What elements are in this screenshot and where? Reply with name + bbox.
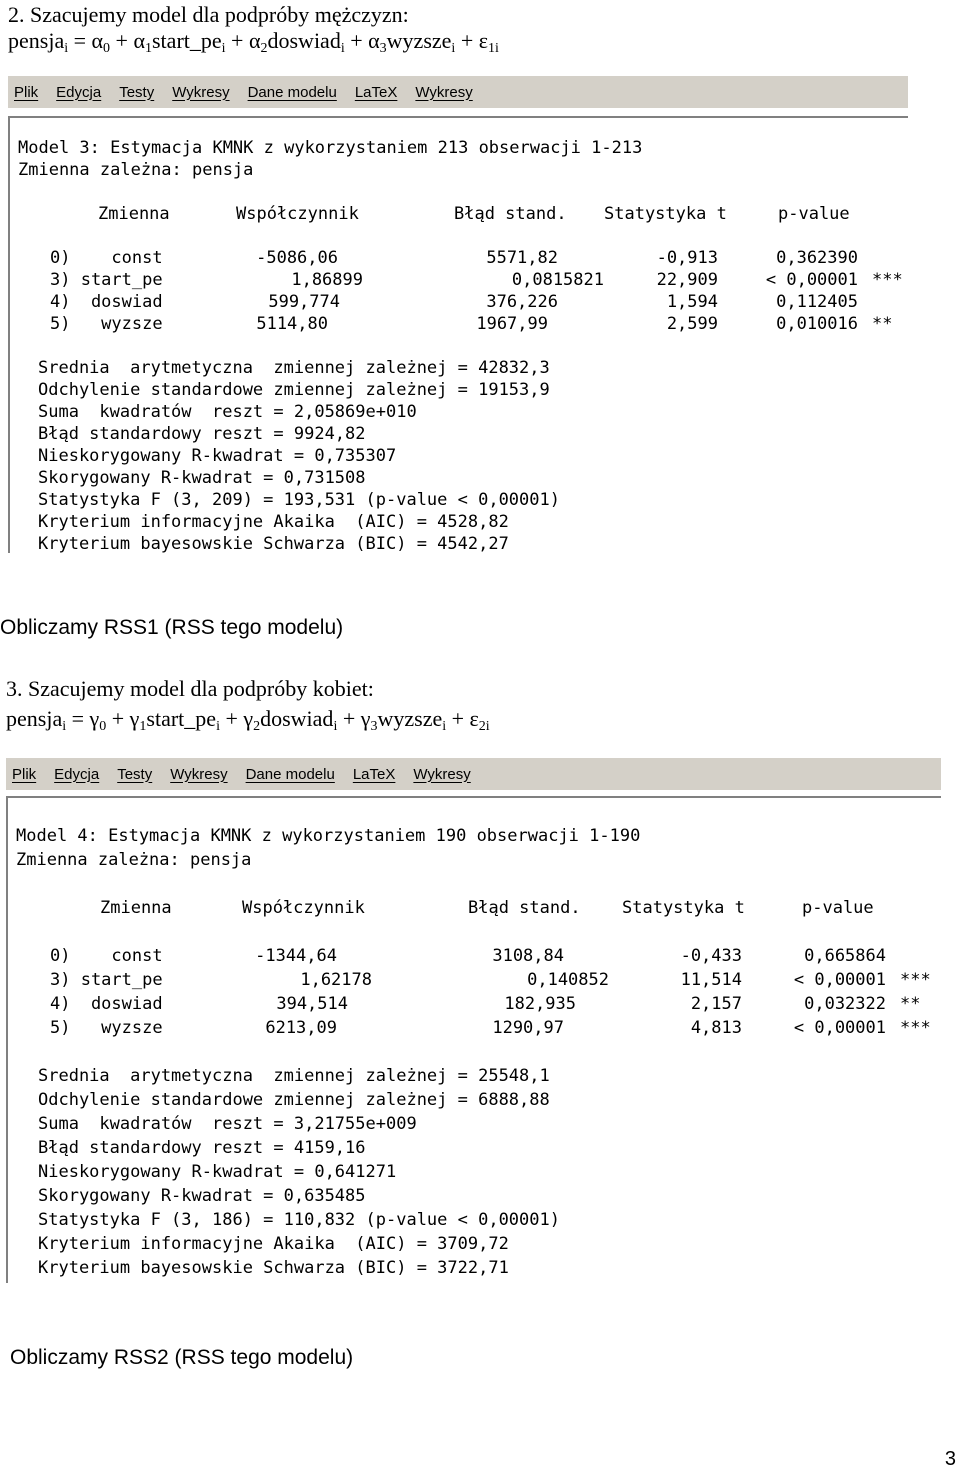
table-row-stars: ** <box>872 314 893 334</box>
stat-line: Odchylenie standardowe zmiennej zależnej = 19153,9 <box>38 380 550 400</box>
menu-latex[interactable]: LaTeX <box>354 83 398 101</box>
table-row-var: 0) const <box>50 946 163 966</box>
table-row-t: -0,913 <box>656 248 718 268</box>
stat-line: Błąd standardowy reszt = 9924,82 <box>38 424 366 444</box>
menu-wykresy-2[interactable]: Wykresy <box>413 765 471 783</box>
stat-line: Błąd standardowy reszt = 4159,16 <box>38 1138 366 1158</box>
col-header-coefficient: Współczynnik <box>242 898 365 918</box>
section2-formula: pensja$_i$ = $\alpha_0$ + $\alpha_1start\_pe_i$ + $\alpha_2doswiad_i$ + $\alpha_3wyzsze_i + \varepsilon_{1i}$ <box>8 28 499 56</box>
table-row-p: 0,362390 <box>776 248 858 268</box>
table-row-t: 22,909 <box>656 270 718 290</box>
table-row-var: 3) start_pe <box>50 270 163 290</box>
menu-wykresy[interactable]: Wykresy <box>170 765 228 783</box>
menu-dane-modelu[interactable]: Dane modelu <box>247 83 337 101</box>
menu-latex[interactable]: LaTeX <box>352 765 396 783</box>
section3-formula: pensja$_i$ = $\gamma_0$ + $\gamma_1start\_pe_i$ + $\gamma_2doswiad_i$ + $\gamma_3wyzsze_i + \varepsilon_{2i}$ <box>6 706 490 734</box>
col-header-coefficient: Współczynnik <box>236 204 359 224</box>
table-row-var: 4) doswiad <box>50 994 163 1014</box>
table-row-stars: *** <box>900 1018 931 1038</box>
col-header-variable: Zmienna <box>100 898 172 918</box>
col-header-p-value: p-value <box>778 204 850 224</box>
dependent-variable: Zmienna zależna: pensja <box>18 160 254 180</box>
table-row-p: < 0,00001 <box>793 1018 886 1038</box>
section3-heading: 3. Szacujemy model dla podpróby kobiet: <box>6 676 374 701</box>
menu-plik[interactable]: Plik <box>12 765 37 783</box>
col-header-std-error: Błąd stand. <box>454 204 567 224</box>
stat-line: Statystyka F (3, 209) = 193,531 (p-value < 0,00001) <box>38 490 560 510</box>
stat-line: Kryterium informacyjne Akaika (AIC) = 3709,72 <box>38 1234 509 1254</box>
table-row-coef: -5086,06 <box>256 248 338 268</box>
table-row-t: 2,157 <box>690 994 742 1014</box>
menu-testy[interactable]: Testy <box>117 765 153 783</box>
table-row-se: 0,140852 <box>527 970 609 990</box>
table-row-p: 0,032322 <box>804 994 886 1014</box>
table-row-coef: 5114,80 <box>256 314 328 334</box>
table-row-var: 0) const <box>50 248 163 268</box>
menu-dane-modelu[interactable]: Dane modelu <box>245 765 335 783</box>
dependent-variable: Zmienna zależna: pensja <box>16 850 252 870</box>
table-row-t: -0,433 <box>680 946 742 966</box>
table-row-se: 5571,82 <box>486 248 558 268</box>
table-row-t: 2,599 <box>666 314 718 334</box>
table-row-t: 4,813 <box>690 1018 742 1038</box>
table-row-var: 5) wyzsze <box>50 314 163 334</box>
table-row-se: 182,935 <box>504 994 576 1014</box>
stat-line: Srednia arytmetyczna zmiennej zależnej = 25548,1 <box>38 1066 550 1086</box>
menu-edycja[interactable]: Edycja <box>54 765 100 783</box>
stat-line: Suma kwadratów reszt = 2,05869e+010 <box>38 402 417 422</box>
table-row-se: 1290,97 <box>492 1018 564 1038</box>
stat-line: Kryterium bayesowskie Schwarza (BIC) = 4542,27 <box>38 534 509 553</box>
menu-wykresy[interactable]: Wykresy <box>172 83 230 101</box>
stat-line: Nieskorygowany R-kwadrat = 0,735307 <box>38 446 397 466</box>
col-header-std-error: Błąd stand. <box>468 898 581 918</box>
table-row-se: 3108,84 <box>492 946 564 966</box>
table-row-p: 0,010016 <box>776 314 858 334</box>
table-row-t: 1,594 <box>666 292 718 312</box>
stat-line: Statystyka F (3, 186) = 110,832 (p-value < 0,00001) <box>38 1210 560 1230</box>
table-row-p: 0,665864 <box>804 946 886 966</box>
section2-heading: 2. Szacujemy model dla podpróby mężczyzn: <box>8 2 409 27</box>
col-header-t-stat: Statystyka t <box>604 204 727 224</box>
table-row-stars: *** <box>900 970 931 990</box>
stat-line: Skorygowany R-kwadrat = 0,731508 <box>38 468 366 488</box>
table-row-stars: *** <box>872 270 903 290</box>
menu-bar <box>6 758 941 791</box>
stat-line: Srednia arytmetyczna zmiennej zależnej = 42832,3 <box>38 358 550 378</box>
stat-line: Skorygowany R-kwadrat = 0,635485 <box>38 1186 366 1206</box>
menu-bar <box>8 76 908 109</box>
col-header-variable: Zmienna <box>98 204 170 224</box>
col-header-t-stat: Statystyka t <box>622 898 745 918</box>
stat-line: Suma kwadratów reszt = 3,21755e+009 <box>38 1114 417 1134</box>
gretl-output-window-model4 <box>6 758 941 1283</box>
table-row-coef: 599,774 <box>268 292 340 312</box>
table-row-coef: 394,514 <box>276 994 348 1014</box>
page-number: 3 <box>944 1448 956 1470</box>
table-row-coef: -1344,64 <box>255 946 337 966</box>
table-row-var: 4) doswiad <box>50 292 163 312</box>
note-rss2: Obliczamy RSS2 (RSS tego modelu) <box>10 1346 354 1369</box>
table-row-p: 0,112405 <box>776 292 858 312</box>
table-row-coef: 1,86899 <box>291 270 363 290</box>
col-header-p-value: p-value <box>802 898 874 918</box>
model-title: Model 4: Estymacja KMNK z wykorzystaniem 190 obserwacji 1-190 <box>16 826 641 846</box>
menu-plik[interactable]: Plik <box>14 83 39 101</box>
table-row-coef: 1,62178 <box>300 970 372 990</box>
table-row-se: 0,0815821 <box>511 270 604 290</box>
table-row-p: < 0,00001 <box>765 270 858 290</box>
table-row-var: 5) wyzsze <box>50 1018 163 1038</box>
model-title: Model 3: Estymacja KMNK z wykorzystaniem 213 obserwacji 1-213 <box>18 138 643 158</box>
table-row-var: 3) start_pe <box>50 970 163 990</box>
table-row-coef: 6213,09 <box>265 1018 337 1038</box>
table-row-stars: ** <box>900 994 921 1014</box>
gretl-output-window-model3 <box>8 76 908 553</box>
table-row-t: 11,514 <box>680 970 742 990</box>
stat-line: Kryterium informacyjne Akaika (AIC) = 4528,82 <box>38 512 509 532</box>
stat-line: Odchylenie standardowe zmiennej zależnej = 6888,88 <box>38 1090 550 1110</box>
menu-edycja[interactable]: Edycja <box>56 83 102 101</box>
stat-line: Nieskorygowany R-kwadrat = 0,641271 <box>38 1162 397 1182</box>
stat-line: Kryterium bayesowskie Schwarza (BIC) = 3722,71 <box>38 1258 509 1278</box>
note-rss1: Obliczamy RSS1 (RSS tego modelu) <box>0 616 344 639</box>
table-row-se: 1967,99 <box>476 314 548 334</box>
table-row-p: < 0,00001 <box>793 970 886 990</box>
table-row-se: 376,226 <box>486 292 558 312</box>
menu-wykresy-2[interactable]: Wykresy <box>415 83 473 101</box>
menu-testy[interactable]: Testy <box>119 83 155 101</box>
